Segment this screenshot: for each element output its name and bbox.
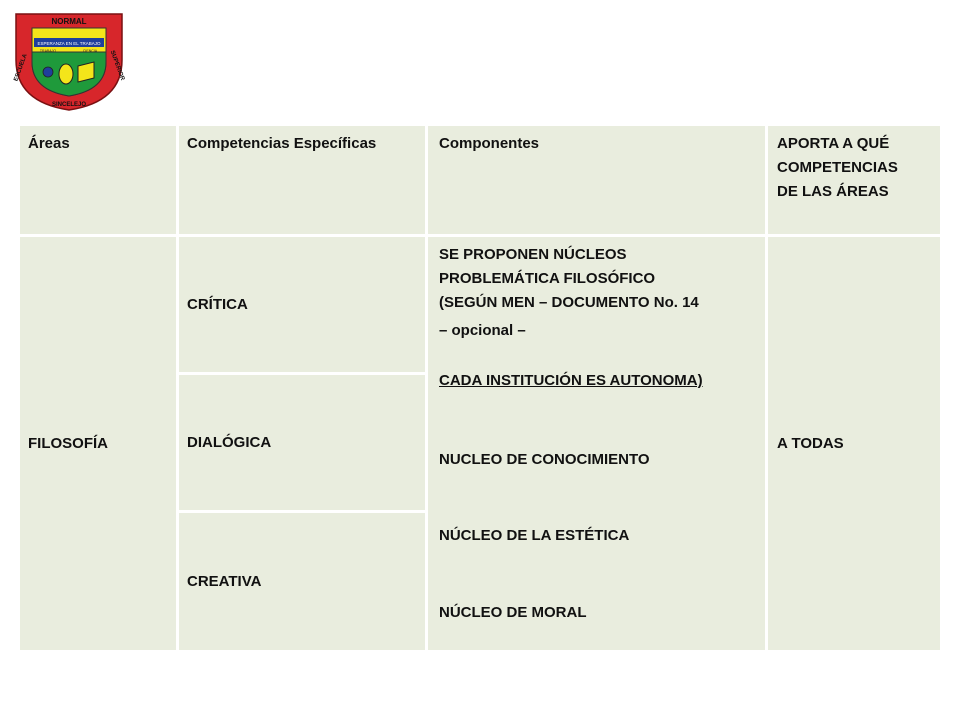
componentes-intro-1: SE PROPONEN NÚCLEOS — [439, 246, 627, 263]
emblem-ring-bottom: SINCELEJO — [51, 102, 87, 108]
header-cell-aporta — [768, 126, 940, 234]
header-cell-areas — [20, 126, 176, 234]
header-areas: Áreas — [28, 135, 70, 152]
emblem-band-text: ESPERANZA EN EL TRABAJO — [37, 41, 101, 46]
header-cell-componentes — [428, 126, 765, 234]
nucleo-moral: NÚCLEO DE MORAL — [439, 604, 587, 621]
aporta-cell — [768, 237, 940, 650]
school-emblem-logo — [8, 8, 130, 112]
competencia-dialogica: DIALÓGICA — [187, 433, 272, 451]
componentes-intro-2: PROBLEMÁTICA FILOSÓFICO — [439, 270, 656, 287]
aporta-value: A TODAS — [777, 434, 844, 452]
emblem-ring-left: ESCUELA — [13, 53, 29, 83]
componentes-intro-3: (SEGÚN MEN – DOCUMENTO No. 14 — [439, 294, 699, 311]
emblem-sub-left: TRABAJO — [39, 49, 57, 53]
emblem-globe-icon — [43, 67, 53, 77]
header-cell-competencias — [179, 126, 425, 234]
competencia-critica: CRÍTICA — [187, 295, 248, 313]
header-competencias: Competencias Específicas — [187, 135, 377, 152]
componentes-autonomy: CADA INSTITUCIÓN ES AUTONOMA) — [439, 372, 703, 389]
componentes-intro-4: – opcional – — [439, 322, 526, 339]
nucleo-conocimiento: NUCLEO DE CONOCIMIENTO — [439, 451, 650, 468]
emblem-book-icon — [78, 62, 94, 82]
header-aporta-line-1: APORTA A QUÉ — [777, 135, 890, 152]
emblem-ring-top: NORMAL — [51, 17, 87, 26]
competencies-table — [20, 126, 940, 650]
competencia-creativa: CREATIVA — [187, 572, 262, 590]
emblem-drop-icon — [59, 64, 73, 84]
nucleo-estetica: NÚCLEO DE LA ESTÉTICA — [439, 527, 630, 544]
competencia-cell-dialogica — [179, 375, 425, 510]
competencia-cell-critica — [179, 237, 425, 372]
header-aporta-line-3: DE LAS ÁREAS — [777, 183, 889, 200]
competencia-cell-creativa — [179, 513, 425, 650]
emblem-sub-right: CIENCIA — [82, 49, 98, 53]
area-cell — [20, 237, 176, 650]
componentes-cell — [428, 237, 765, 650]
area-value: FILOSOFÍA — [28, 434, 108, 452]
emblem-ring-right: SUPERIOR — [108, 49, 126, 82]
header-aporta-line-2: COMPETENCIAS — [777, 159, 898, 176]
header-componentes: Componentes — [439, 135, 540, 152]
